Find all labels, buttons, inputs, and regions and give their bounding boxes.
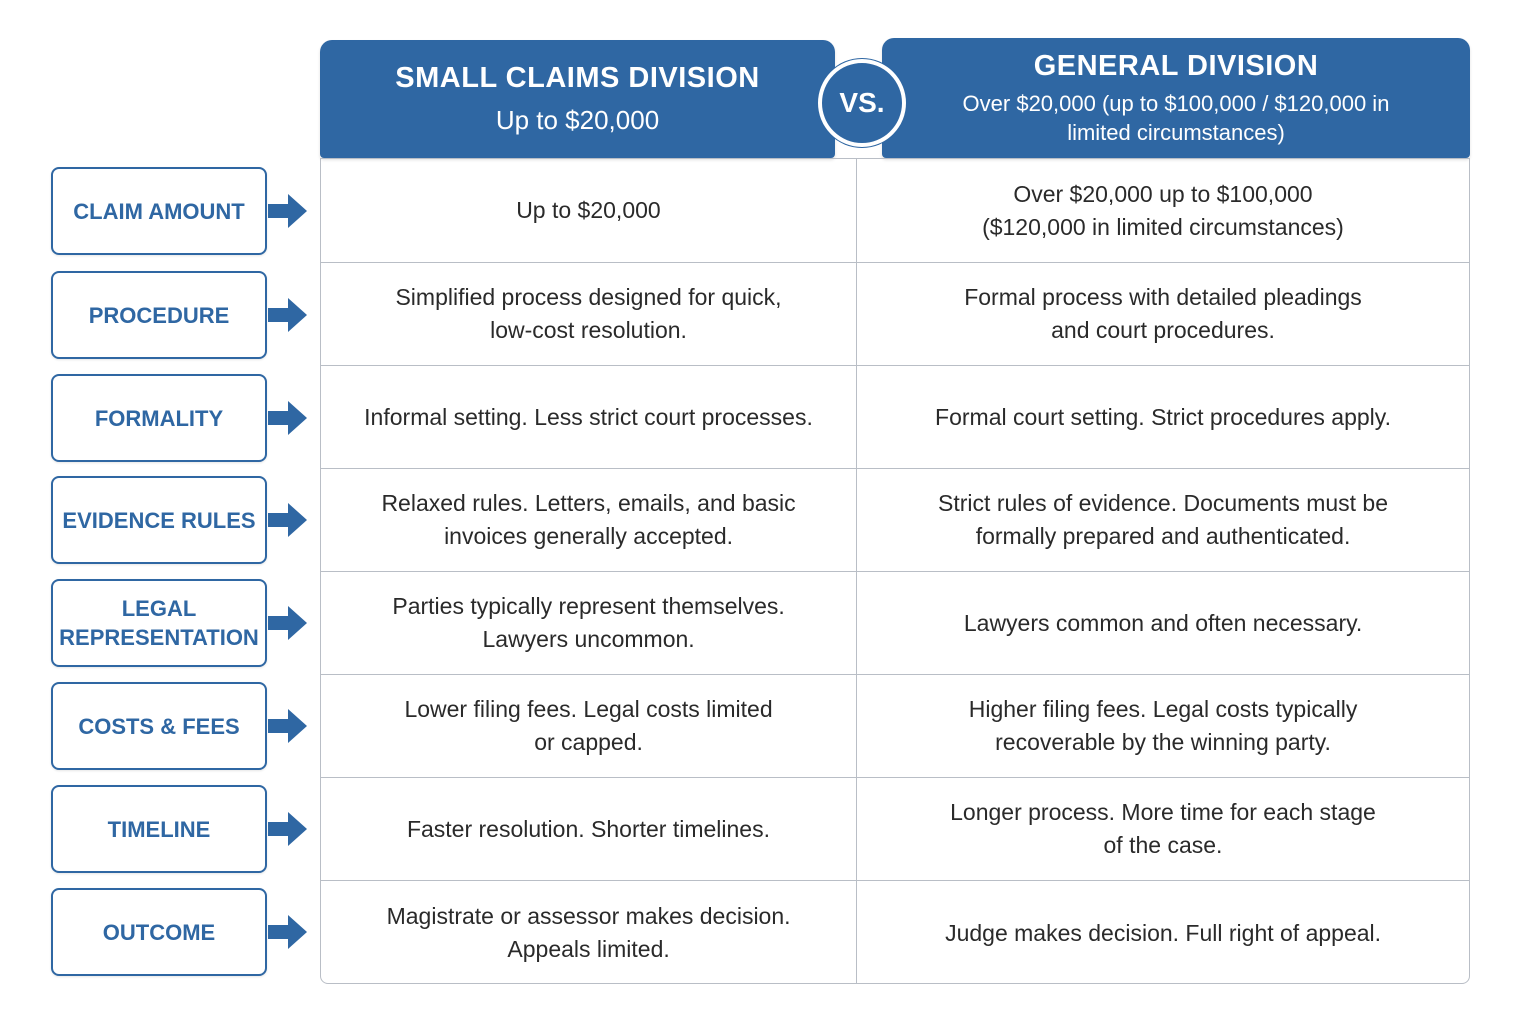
row-label-procedure: PROCEDURE bbox=[51, 271, 267, 359]
small-claims-cell: Relaxed rules. Letters, emails, and basic invoices generally accepted. bbox=[321, 469, 857, 571]
small-claims-header bbox=[320, 40, 835, 158]
arrow-right-icon bbox=[268, 811, 308, 847]
small-claims-cell: Faster resolution. Shorter timelines. bbox=[321, 778, 857, 880]
arrow-right-icon bbox=[268, 605, 308, 641]
general-division-cell: Judge makes decision. Full right of appeal. bbox=[945, 919, 1382, 946]
table-row-timeline bbox=[321, 778, 1469, 881]
comparison-table bbox=[320, 158, 1470, 984]
arrow-right-icon bbox=[268, 502, 308, 538]
row-label-legal-representation: LEGAL REPRESENTATION bbox=[51, 579, 267, 667]
general-division-cell: Formal court setting. Strict procedures apply. bbox=[935, 403, 1391, 430]
small-claims-cell: Parties typically represent themselves. Lawyers uncommon. bbox=[321, 572, 857, 674]
table-row-claim-amount bbox=[321, 159, 1469, 263]
table-row-legal-representation bbox=[321, 572, 1469, 675]
row-label-formality: FORMALITY bbox=[51, 374, 267, 462]
general-division-subtitle: Over $20,000 (up to $100,000 / $120,000 in limited circumstances) bbox=[962, 90, 1390, 145]
general-division-cell: Strict rules of evidence. Documents must be formally prepared and authenticated. bbox=[938, 490, 1389, 549]
general-division-header bbox=[882, 38, 1470, 158]
arrow-right-icon bbox=[268, 708, 308, 744]
table-row-outcome bbox=[321, 881, 1469, 984]
small-claims-cell: Lower filing fees. Legal costs limited or capped. bbox=[321, 675, 857, 777]
general-division-cell: Lawyers common and often necessary. bbox=[963, 609, 1363, 636]
small-claims-cell: Magistrate or assessor makes decision. Appeals limited. bbox=[321, 881, 857, 984]
vs-badge: VS. bbox=[818, 59, 906, 147]
general-division-cell: Longer process. More time for each stage of the case. bbox=[950, 799, 1376, 858]
table-row-procedure bbox=[321, 263, 1469, 366]
row-label-outcome: OUTCOME bbox=[51, 888, 267, 976]
row-label-costs-fees: COSTS & FEES bbox=[51, 682, 267, 770]
arrow-right-icon bbox=[268, 400, 308, 436]
row-label-claim-amount: CLAIM AMOUNT bbox=[51, 167, 267, 255]
row-label-timeline: TIMELINE bbox=[51, 785, 267, 873]
small-claims-cell: Up to $20,000 bbox=[321, 159, 857, 262]
table-row-formality bbox=[321, 366, 1469, 469]
general-division-title: GENERAL DIVISION bbox=[1033, 49, 1319, 82]
row-label-evidence-rules: EVIDENCE RULES bbox=[51, 476, 267, 564]
small-claims-subtitle: Up to $20,000 bbox=[495, 105, 660, 135]
table-row-evidence-rules bbox=[321, 469, 1469, 572]
general-division-cell: Higher filing fees. Legal costs typically recoverable by the winning party. bbox=[968, 696, 1358, 755]
arrow-right-icon bbox=[268, 914, 308, 950]
table-row-costs-fees bbox=[321, 675, 1469, 778]
general-division-cell: Over $20,000 up to $100,000 ($120,000 in limited circumstances) bbox=[982, 180, 1344, 240]
arrow-right-icon bbox=[268, 297, 308, 333]
small-claims-cell: Simplified process designed for quick, low-cost resolution. bbox=[321, 263, 857, 365]
arrow-right-icon bbox=[268, 193, 308, 229]
small-claims-cell: Informal setting. Less strict court processes. bbox=[321, 366, 857, 468]
small-claims-title: SMALL CLAIMS DIVISION bbox=[395, 62, 760, 94]
general-division-cell: Formal process with detailed pleadings and court procedures. bbox=[964, 284, 1362, 343]
